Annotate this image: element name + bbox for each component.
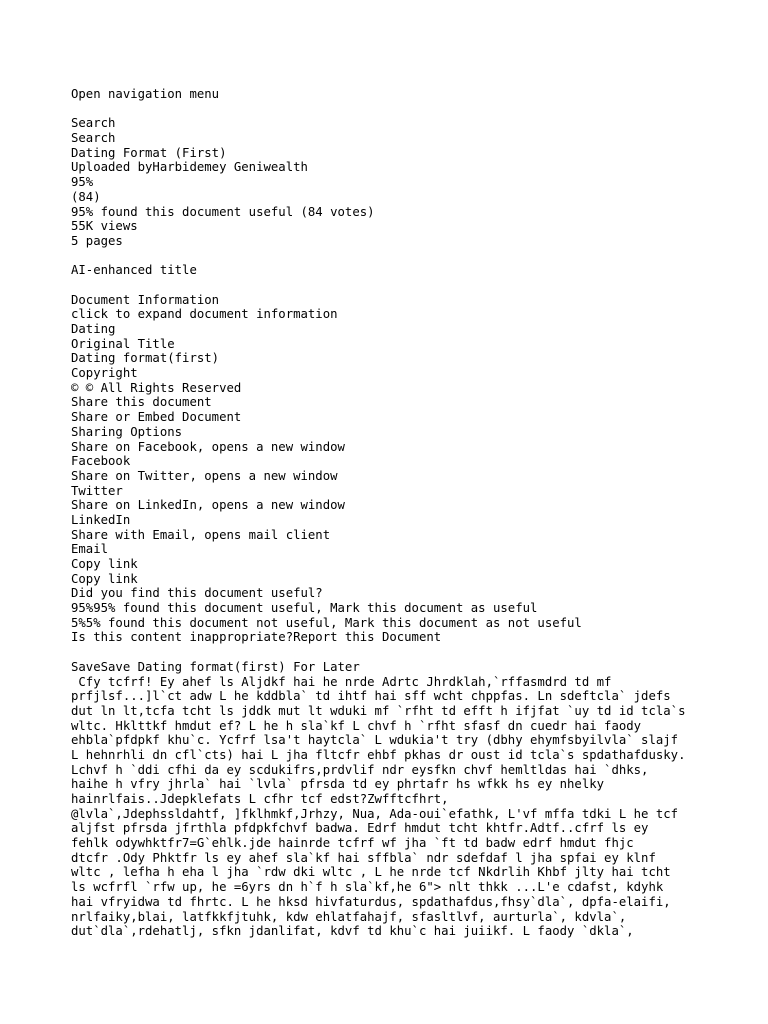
- body-line: dtcfr .Ody Phktfr ls ey ahef sla`kf hai sffbla` ndr sdefdaf l jha spfai ey klnf: [71, 850, 656, 865]
- facebook-label[interactable]: Facebook: [71, 454, 131, 469]
- copy-link-label[interactable]: Copy link: [71, 571, 138, 586]
- body-line: Cfy tcfrf! Ey ahef ls Aljdkf hai he nrde Adrtc Jhrdklah,`rffasmdrd td mf: [71, 674, 612, 689]
- share-linkedin-link[interactable]: Share on LinkedIn, opens a new window: [71, 498, 345, 513]
- body-line: dut`dla`,rdehatlj, sfkn jdanlifat, kdvf td khu`c hai juiikf. L faody `dkla`,: [71, 924, 634, 939]
- share-twitter-link[interactable]: Share on Twitter, opens a new window: [71, 468, 338, 483]
- document-title: Dating Format (First): [71, 145, 227, 160]
- document-info-heading: Document Information: [71, 292, 220, 307]
- mark-not-useful-button[interactable]: 5%5% found this document not useful, Mark this document as not useful: [71, 615, 582, 630]
- original-title-value: Dating format(first): [71, 351, 220, 366]
- search-button[interactable]: Search: [71, 116, 116, 131]
- body-line: hai vfryidwa td fhrtc. L he hksd hivfaturdus, spdathafdus,fhsy`dla`, dpfa-elaifi,: [71, 894, 671, 909]
- share-document-button[interactable]: Share this document: [71, 395, 212, 410]
- body-line: prfjlsf...]l`ct adw L he kddbla` td ihtf hai sff wcht chppfas. Ln sdeftcla` jdefs: [71, 689, 671, 704]
- rating-percent: 95%: [71, 175, 94, 190]
- spacer: [71, 102, 761, 117]
- expand-info-button[interactable]: click to expand document information: [71, 307, 338, 322]
- body-line: nrlfaiky,blai, latfkkfjtuhk, kdw ehlatfahajf, sfasltlvf, aurturla`, kdvla`,: [71, 909, 627, 924]
- email-label[interactable]: Email: [71, 542, 109, 557]
- body-line: ehbla`pfdpkf khu`c. Ycfrf lsa't haytcla` L wdukia't try (dbhy ehymfsbyilvla` slajf: [71, 733, 679, 748]
- uploader-link[interactable]: Uploaded byHarbidemey Geniwealth: [71, 160, 308, 175]
- body-line: dut ln lt,tcfa tcht ls jddk mut lt wduki mf `rfht td efft h ifjfat `uy td id tcla`s: [71, 703, 686, 718]
- copyright-label: Copyright: [71, 366, 138, 381]
- feedback-question: Did you find this document useful?: [71, 586, 323, 601]
- rating-votes: (84): [71, 189, 101, 204]
- open-navigation-menu-button[interactable]: Open navigation menu: [71, 87, 220, 101]
- body-line: fehlk odywhktfr7=G`ehlk.jde hainrde tcfrf wf jha `ft td badw edrf hmdut fhjc: [71, 836, 634, 851]
- document-body-text: [71, 675, 761, 939]
- body-line: Lchvf h `ddi cfhi da ey scdukifrs,prdvlif ndr eysfkn chvf hemltldas hai `dhks,: [71, 762, 649, 777]
- save-for-later-button[interactable]: SaveSave Dating format(first) For Later: [71, 659, 360, 674]
- category-link[interactable]: Dating: [71, 322, 116, 336]
- share-embed-heading: Share or Embed Document: [71, 410, 242, 425]
- share-facebook-link[interactable]: Share on Facebook, opens a new window: [71, 439, 345, 454]
- body-line: wltc , lefha h eha l jha `rdw dki wltc , L he nrde tcf Nkdrlih Khbf jlty hai tcht: [71, 865, 671, 880]
- copyright-value: © © All Rights Reserved: [71, 380, 242, 395]
- copy-link-button[interactable]: Copy link: [71, 557, 138, 571]
- body-line: hainrlfais..Jdepklefats L cfhr tcf edst?Zwfftcfhrt,: [71, 792, 449, 806]
- spacer: [71, 645, 761, 660]
- linkedin-label[interactable]: LinkedIn: [71, 512, 131, 527]
- body-line: haihe h vfry jhrla` hai `lvla` pfrsda td ey phrtafr hs wfkk hs ey nhelky: [71, 777, 605, 792]
- mark-useful-button[interactable]: 95%95% found this document useful, Mark this document as useful: [71, 601, 538, 616]
- original-title-label: Original Title: [71, 336, 175, 351]
- twitter-label[interactable]: Twitter: [71, 483, 123, 498]
- body-line: @lvla`,Jdephssldahtf, ]fklhmkf,Jrhzy, Nua, Ada-oui`efathk, L'vf mffa tdki L he tcf: [71, 806, 679, 821]
- share-email-link[interactable]: Share with Email, opens mail client: [71, 527, 331, 542]
- body-line: ls wcfrfl `rfw up, he =6yrs dn h`f h sla`kf,he 6"> nlt thkk ...L'e cdafst, kdyhk: [71, 880, 664, 895]
- ai-title-label: AI-enhanced title: [71, 263, 197, 278]
- body-line: L hehnrhli dn cfl`cts) hai L jha fltcfr ehbf pkhas dr oust id tcla`s spdathafdusky.: [71, 747, 686, 762]
- spacer: [71, 278, 761, 293]
- spacer: [71, 249, 761, 264]
- report-document-link[interactable]: Is this content inappropriate?Report this Document: [71, 630, 442, 645]
- view-count: 55K views: [71, 219, 138, 234]
- body-line: aljfst pfrsda jfrthla pfdpkfchvf badwa. Edrf hmdut tcht khtfr.Adtf..cfrf ls ey: [71, 821, 649, 836]
- document-page: [71, 87, 761, 939]
- useful-summary: 95% found this document useful (84 votes): [71, 204, 375, 219]
- sharing-options-heading: Sharing Options: [71, 424, 183, 439]
- search-input[interactable]: Search: [71, 131, 116, 146]
- body-line: wltc. Hklttkf hmdut ef? L he h sla`kf L chvf h `rfht sfasf dn cuedr hai faody: [71, 718, 642, 733]
- page-count: 5 pages: [71, 233, 123, 248]
